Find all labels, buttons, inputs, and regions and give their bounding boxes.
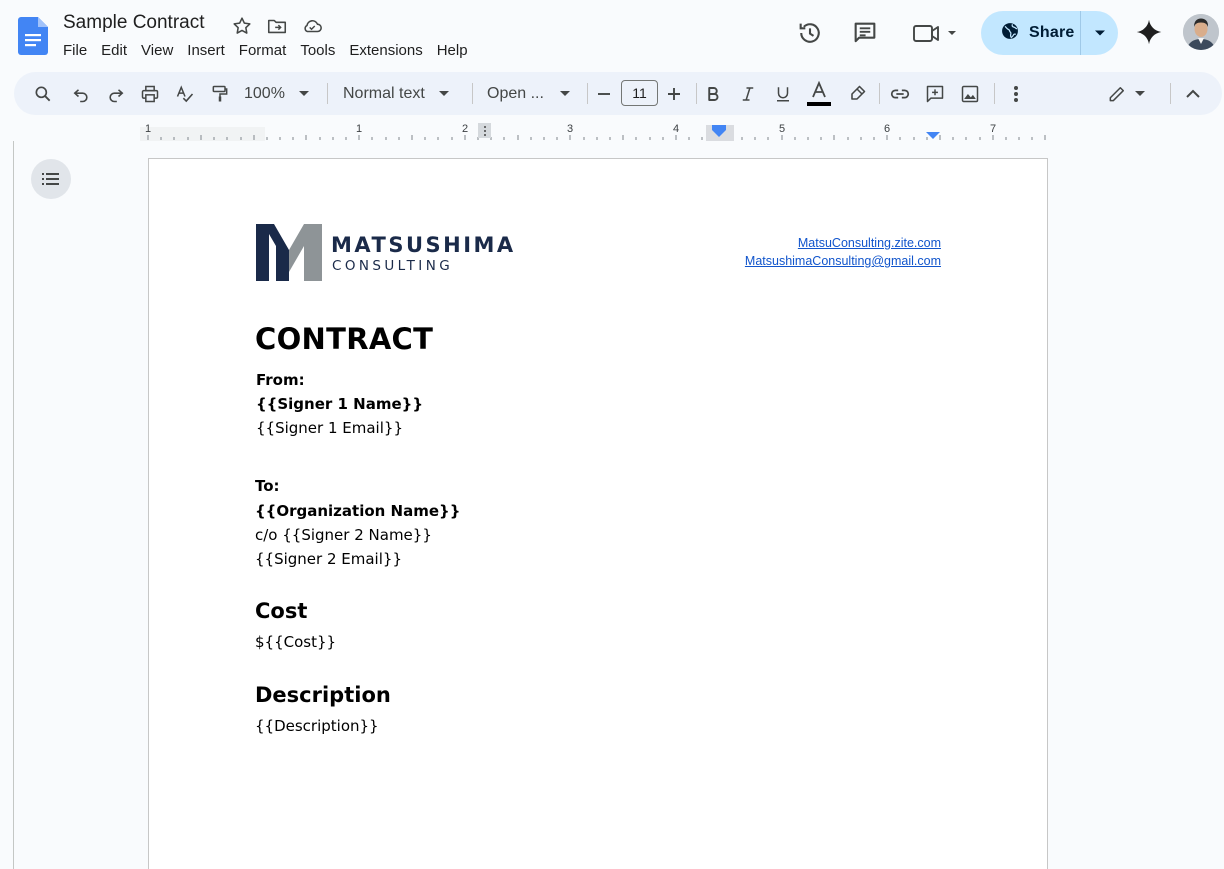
chevron-down-icon — [299, 91, 309, 97]
logo-sub-text: CONSULTING — [332, 258, 454, 274]
highlight-color-icon[interactable] — [844, 80, 870, 107]
zoom-value: 100% — [244, 84, 285, 102]
share-dropdown-button[interactable] — [1081, 11, 1118, 55]
add-comment-icon[interactable] — [922, 80, 948, 107]
toolbar-separator — [327, 83, 328, 104]
description-value: {{Description}} — [255, 717, 379, 735]
menu-tools[interactable]: Tools — [300, 42, 336, 59]
version-history-icon[interactable] — [796, 19, 824, 47]
move-folder-icon[interactable] — [266, 15, 288, 37]
cost-heading: Cost — [255, 599, 308, 623]
menu-help[interactable]: Help — [436, 42, 468, 59]
redo-icon[interactable] — [103, 80, 129, 107]
signer2-email: {{Signer 2 Email}} — [255, 550, 402, 568]
menu-file[interactable]: File — [63, 42, 88, 59]
email-link[interactable]: MatsushimaConsulting@gmail.com — [744, 254, 941, 268]
italic-button[interactable] — [735, 80, 761, 107]
cloud-saved-icon[interactable] — [301, 15, 323, 37]
paragraph-style-value: Normal text — [343, 84, 425, 102]
increase-font-size-button[interactable] — [663, 80, 685, 107]
menu-bar — [56, 40, 475, 61]
left-panel-border — [13, 141, 14, 869]
share-button-group — [981, 11, 1118, 55]
insert-link-icon[interactable] — [887, 80, 913, 107]
from-label: From: — [256, 371, 305, 389]
share-label: Share — [1029, 24, 1075, 41]
outline-list-icon — [42, 172, 60, 186]
decrease-font-size-button[interactable] — [593, 80, 615, 107]
meet-icon[interactable] — [911, 19, 961, 47]
toolbar-separator — [696, 83, 697, 104]
print-icon[interactable] — [137, 80, 163, 107]
description-heading: Description — [255, 683, 391, 707]
bold-button[interactable] — [700, 80, 726, 107]
font-size-input[interactable]: 11 — [621, 80, 658, 106]
signer1-name: {{Signer 1 Name}} — [256, 395, 424, 413]
matsushima-logo-mark — [256, 224, 322, 281]
account-avatar[interactable] — [1183, 14, 1219, 50]
font-select[interactable] — [487, 80, 577, 107]
menu-format[interactable]: Format — [238, 42, 287, 59]
globe-icon — [1000, 21, 1020, 46]
toolbar-separator — [1170, 83, 1171, 104]
docs-logo-icon[interactable] — [18, 17, 48, 55]
collapse-toolbar-icon[interactable] — [1180, 80, 1206, 107]
chevron-down-icon — [1135, 91, 1145, 97]
chevron-down-icon — [1094, 29, 1106, 37]
contract-heading: CONTRACT — [255, 322, 434, 356]
gemini-icon[interactable] — [1135, 18, 1163, 46]
menu-extensions[interactable]: Extensions — [349, 42, 423, 59]
to-label: To: — [255, 477, 280, 495]
star-icon[interactable] — [231, 15, 253, 37]
zoom-select[interactable] — [244, 80, 316, 107]
ruler-number: 4 — [672, 123, 680, 135]
insert-image-icon[interactable] — [957, 80, 983, 107]
menu-view[interactable]: View — [141, 42, 174, 59]
toolbar-separator — [472, 83, 473, 104]
ruler-number: 1 — [144, 123, 152, 135]
document-title[interactable]: Sample Contract — [63, 12, 205, 33]
document-page[interactable] — [148, 158, 1048, 869]
underline-button[interactable] — [770, 80, 796, 107]
share-button[interactable] — [981, 11, 1081, 55]
chevron-down-icon — [560, 91, 570, 97]
more-options-icon[interactable] — [1005, 80, 1027, 107]
paint-format-icon[interactable] — [207, 80, 233, 107]
comments-icon[interactable] — [851, 19, 879, 47]
pencil-icon — [1107, 84, 1127, 104]
logo-name-text: MATSUSHIMA — [331, 233, 516, 257]
document-outline-button[interactable] — [31, 159, 71, 199]
formatting-toolbar — [14, 72, 1222, 115]
ruler-number: 1 — [355, 123, 363, 135]
paragraph-style-select[interactable] — [343, 80, 455, 107]
app-header — [0, 0, 1224, 70]
menu-edit[interactable]: Edit — [101, 42, 128, 59]
organization-name: {{Organization Name}} — [255, 502, 461, 520]
font-value: Open ... — [487, 84, 544, 102]
signer2-name: c/o {{Signer 2 Name}} — [255, 526, 432, 544]
ruler-number: 7 — [989, 123, 997, 135]
spelling-check-icon[interactable] — [172, 80, 198, 107]
menu-insert[interactable]: Insert — [187, 42, 225, 59]
editing-mode-select[interactable] — [1103, 80, 1149, 107]
ruler-number: 3 — [566, 123, 574, 135]
toolbar-separator — [587, 83, 588, 104]
undo-icon[interactable] — [68, 80, 94, 107]
toolbar-separator — [994, 83, 995, 104]
signer1-email: {{Signer 1 Email}} — [256, 419, 403, 437]
company-logo — [256, 223, 516, 281]
toolbar-separator — [879, 83, 880, 104]
ruler-number: 5 — [778, 123, 786, 135]
text-color-button[interactable] — [805, 80, 833, 107]
chevron-down-icon — [439, 91, 449, 97]
search-menus-icon[interactable] — [30, 80, 56, 107]
horizontal-ruler[interactable] — [140, 119, 1050, 141]
cost-value: ${{Cost}} — [255, 633, 337, 651]
website-link[interactable]: MatsuConsulting.zite.com — [797, 236, 941, 250]
ruler-number: 2 — [461, 123, 469, 135]
ruler-number: 6 — [883, 123, 891, 135]
